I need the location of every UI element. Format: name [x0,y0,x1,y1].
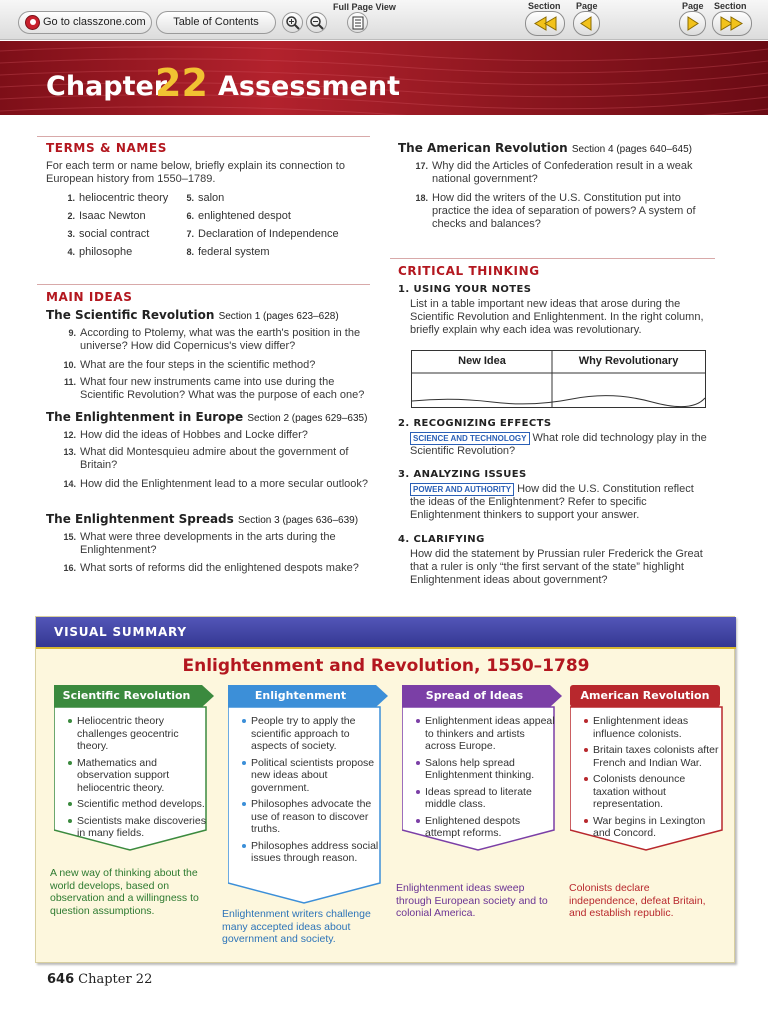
bullet-item: Political scientists propose new ideas about government. [242,757,382,795]
chapter-banner [0,41,768,115]
bullet-item: Philosophes advocate the use of reason to discover truths. [242,798,382,836]
bullet-item: Colonists denounce taxation without representation. [584,773,724,811]
globe-icon [25,15,40,30]
table-header-new-idea: New Idea [458,355,506,367]
divider [390,258,715,259]
previous-page-button[interactable] [573,11,600,36]
term-item: 1. heliocentric theory [67,192,169,204]
bullet-item: Enlightenment ideas influence colonists. [584,715,724,740]
bullet-item: Mathematics and observation support heliocentric theory. [68,757,208,795]
question-item: 10. What are the four steps in the scientific method? [63,359,316,371]
bullet-item: Philosophes address social issues through reason. [242,840,382,865]
bullet-item: Britain taxes colonists after French and Indian War. [584,744,724,769]
terms-names-heading: TERMS & NAMES [46,141,167,155]
column-heading: Enlightenment [254,689,347,702]
arrow-right-icon [680,12,705,35]
column-heading: American Revolution [580,689,710,702]
section-title-enlightenment-spreads: The Enlightenment Spreads Section 3 (pages 636–639) [46,512,359,526]
visual-summary-title: Enlightenment and Revolution, 1550–1789 [182,656,590,676]
visual-summary-label: VISUAL SUMMARY [54,625,187,639]
arrow-left-icon [574,12,599,35]
term-item: 5. salon [186,192,225,204]
page-title: Assessment [218,71,401,102]
question-item: 18. How did the writers of the U.S. Constitution put into practice the idea of separation of powers? A system of checks and balances? [415,192,696,230]
zoom-in-icon[interactable] [282,12,303,33]
notes-table [411,350,706,408]
question-item: 16. What sorts of reforms did the enlightened despots make? [63,562,359,574]
zoom-out-icon[interactable] [306,12,327,33]
column-heading: Scientific Revolution [62,689,191,702]
term-item: 6. enlightened despot [186,210,291,222]
bullet-item: Scientists make discoveries in many fields. [68,815,208,840]
term-item: 7. Declaration of Independence [186,228,339,240]
term-item: 3. social contract [67,228,150,240]
section-title-enlightenment-in-europe: The Enlightenment in Europe Section 2 (pages 629–635) [46,410,368,424]
column-summary: Enlightenment ideas sweep through European society and to colonial America. [396,882,548,919]
theme-tag: POWER AND AUTHORITY [410,483,514,496]
summary-column-american-revolution [570,685,725,865]
question-item: 13. What did Montesquieu admire about the government of Britain? [63,446,349,471]
critical-item-title: 2. RECOGNIZING EFFECTS [398,418,552,429]
table-of-contents-button[interactable]: Table of Contents [156,11,276,34]
bullet-list [584,715,724,844]
question-item: 15. What were three developments in the arts during the Enlightenment? [63,531,336,556]
question-item: 11. What four new instruments came into use during the Scientific Revolution? What was the purpose of each one? [63,376,365,401]
summary-column-spread-of-ideas [402,685,562,865]
divider [37,136,370,137]
column-summary: A new way of thinking about the world develops, based on observation and a willingness to question assumptions. [50,867,199,917]
chapter-number: 22 [155,61,208,105]
section-label-right: Section [714,1,747,11]
full-page-view-label: Full Page View [333,2,396,12]
critical-item-text: SCIENCE AND TECHNOLOGY What role did technology play in the Scientific Revolution? [410,432,707,457]
critical-item-text: How did the statement by Prussian ruler Frederick the Great that a ruler is only “the first servant of the state” highlight Enlightenment ideas about government? [410,548,703,586]
bullet-item: Enlightened despots attempt reforms. [416,815,556,840]
bullet-item: Scientific method develops. [68,798,208,811]
critical-item-title: 4. CLARIFYING [398,534,485,545]
summary-column-enlightenment [228,685,388,905]
critical-item-title: 3. ANALYZING ISSUES [398,469,527,480]
theme-tag: SCIENCE AND TECHNOLOGY [410,432,530,445]
bullet-item: Heliocentric theory challenges geocentric theory. [68,715,208,753]
toolbar [0,0,768,40]
page-footer [47,972,152,987]
page-number: 646 [47,972,75,987]
page-label-left: Page [576,1,598,11]
bullet-list [68,715,208,844]
bullet-list [416,715,556,844]
next-section-button[interactable] [712,11,752,36]
term-item: 2. Isaac Newton [67,210,146,222]
terms-intro: For each term or name below, briefly explain its connection to European history from 1550–1789. [46,160,345,185]
goto-classzone-button[interactable] [18,11,152,34]
bullet-item: Enlightenment ideas appeal to thinkers and artists across Europe. [416,715,556,753]
question-item: 12. How did the ideas of Hobbes and Locke differ? [63,429,308,441]
visual-summary-bar [36,617,736,649]
critical-item-title: 1. USING YOUR NOTES [398,284,532,295]
question-item: 14. How did the Enlightenment lead to a more secular outlook? [63,478,369,490]
chapter-word: Chapter [46,71,168,102]
column-summary: Colonists declare independence, defeat Britain, and establish republic. [569,882,706,919]
question-item: 17. Why did the Articles of Confederation result in a weak national government? [415,160,693,185]
full-page-view-icon[interactable] [347,12,368,33]
page-label-right: Page [682,1,704,11]
critical-item-text: List in a table important new ideas that arose during the Scientific Revolution and Enlightenment. In the right column, briefly explain why each idea was revolutionary. [410,298,704,336]
column-summary: Enlightenment writers challenge many accepted ideas about government and society. [222,908,371,945]
previous-section-button[interactable] [525,11,565,36]
double-arrow-right-icon [713,12,751,35]
bullet-item: War begins in Lexington and Concord. [584,815,724,840]
question-item: 9. According to Ptolemy, what was the earth's position in the universe? How did Copernicus's view differ? [68,327,361,352]
double-arrow-left-icon [526,12,564,35]
bullet-list [242,715,382,869]
divider [37,284,370,285]
summary-column-scientific-revolution [54,685,214,865]
bullet-item: People try to apply the scientific approach to aspects of society. [242,715,382,753]
term-item: 4. philosophe [67,246,133,258]
goto-label: Go to classzone.com [43,16,146,28]
column-heading: Spread of Ideas [425,689,524,702]
section-title-scientific-revolution: The Scientific Revolution Section 1 (pages 623–628) [46,308,339,322]
next-page-button[interactable] [679,11,706,36]
main-ideas-heading: MAIN IDEAS [46,290,133,304]
footer-chapter: Chapter 22 [78,972,153,987]
critical-thinking-heading: CRITICAL THINKING [398,264,540,278]
section-title-american-revolution: The American Revolution Section 4 (pages 640–645) [398,141,692,155]
critical-item-text: POWER AND AUTHORITY How did the U.S. Constitution reflect the ideas of the Enlightenment? Refer to specific Enlightenment thinkers to support your answer. [410,483,694,521]
visual-summary-panel [35,616,735,963]
bullet-item: Salons help spread Enlightenment thinking. [416,757,556,782]
table-header-why-revolutionary: Why Revolutionary [578,355,679,367]
bullet-item: Ideas spread to literate middle class. [416,786,556,811]
section-label-left: Section [528,1,561,11]
term-item: 8. federal system [186,246,270,258]
